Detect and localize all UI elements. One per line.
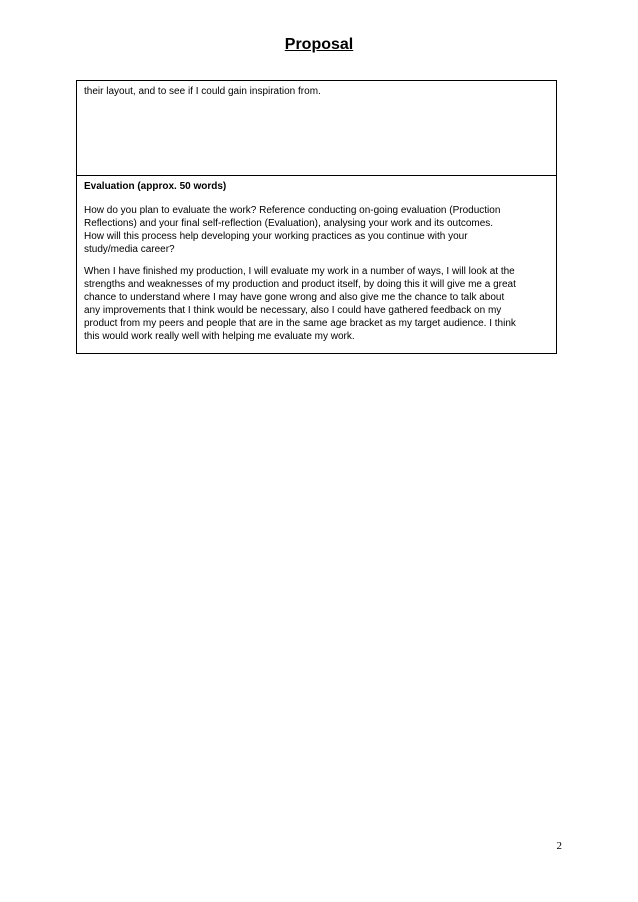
answer-line: When I have finished my production, I will evaluate my work in a number of ways, I will look at the [84,266,515,277]
answer-line: chance to understand where I may have gone wrong and also give me the chance to talk about [84,292,505,303]
evaluation-heading: Evaluation (approx. 50 words) [84,181,227,192]
continued-text: their layout, and to see if I could gain inspiration from. [84,86,321,97]
proposal-form-table [76,80,557,354]
prompt-line: How do you plan to evaluate the work? Reference conducting on-going evaluation (Production [84,205,501,216]
prompt-line: Reflections) and your final self-reflection (Evaluation), analysing your work and its outcomes. [84,218,494,229]
answer-line: this would work really well with helping me evaluate my work. [84,331,355,342]
evaluation-section-cell [77,176,556,353]
prompt-line: How will this process help developing your working practices as you continue with your [84,231,468,242]
answer-line: any improvements that I think would be necessary, also I could have gathered feedback on my [84,305,502,316]
page-title: Proposal [284,36,354,53]
prompt-line: study/media career? [84,244,175,255]
continued-section-cell [77,81,556,176]
evaluation-prompt [84,204,549,256]
page-number: 2 [556,840,562,852]
answer-line: strengths and weaknesses of my production and product itself, by doing this it will give me a great [84,279,516,290]
evaluation-answer [84,265,549,343]
answer-line: product from my peers and people that are in the same age bracket as my target audience. I think [84,318,516,329]
